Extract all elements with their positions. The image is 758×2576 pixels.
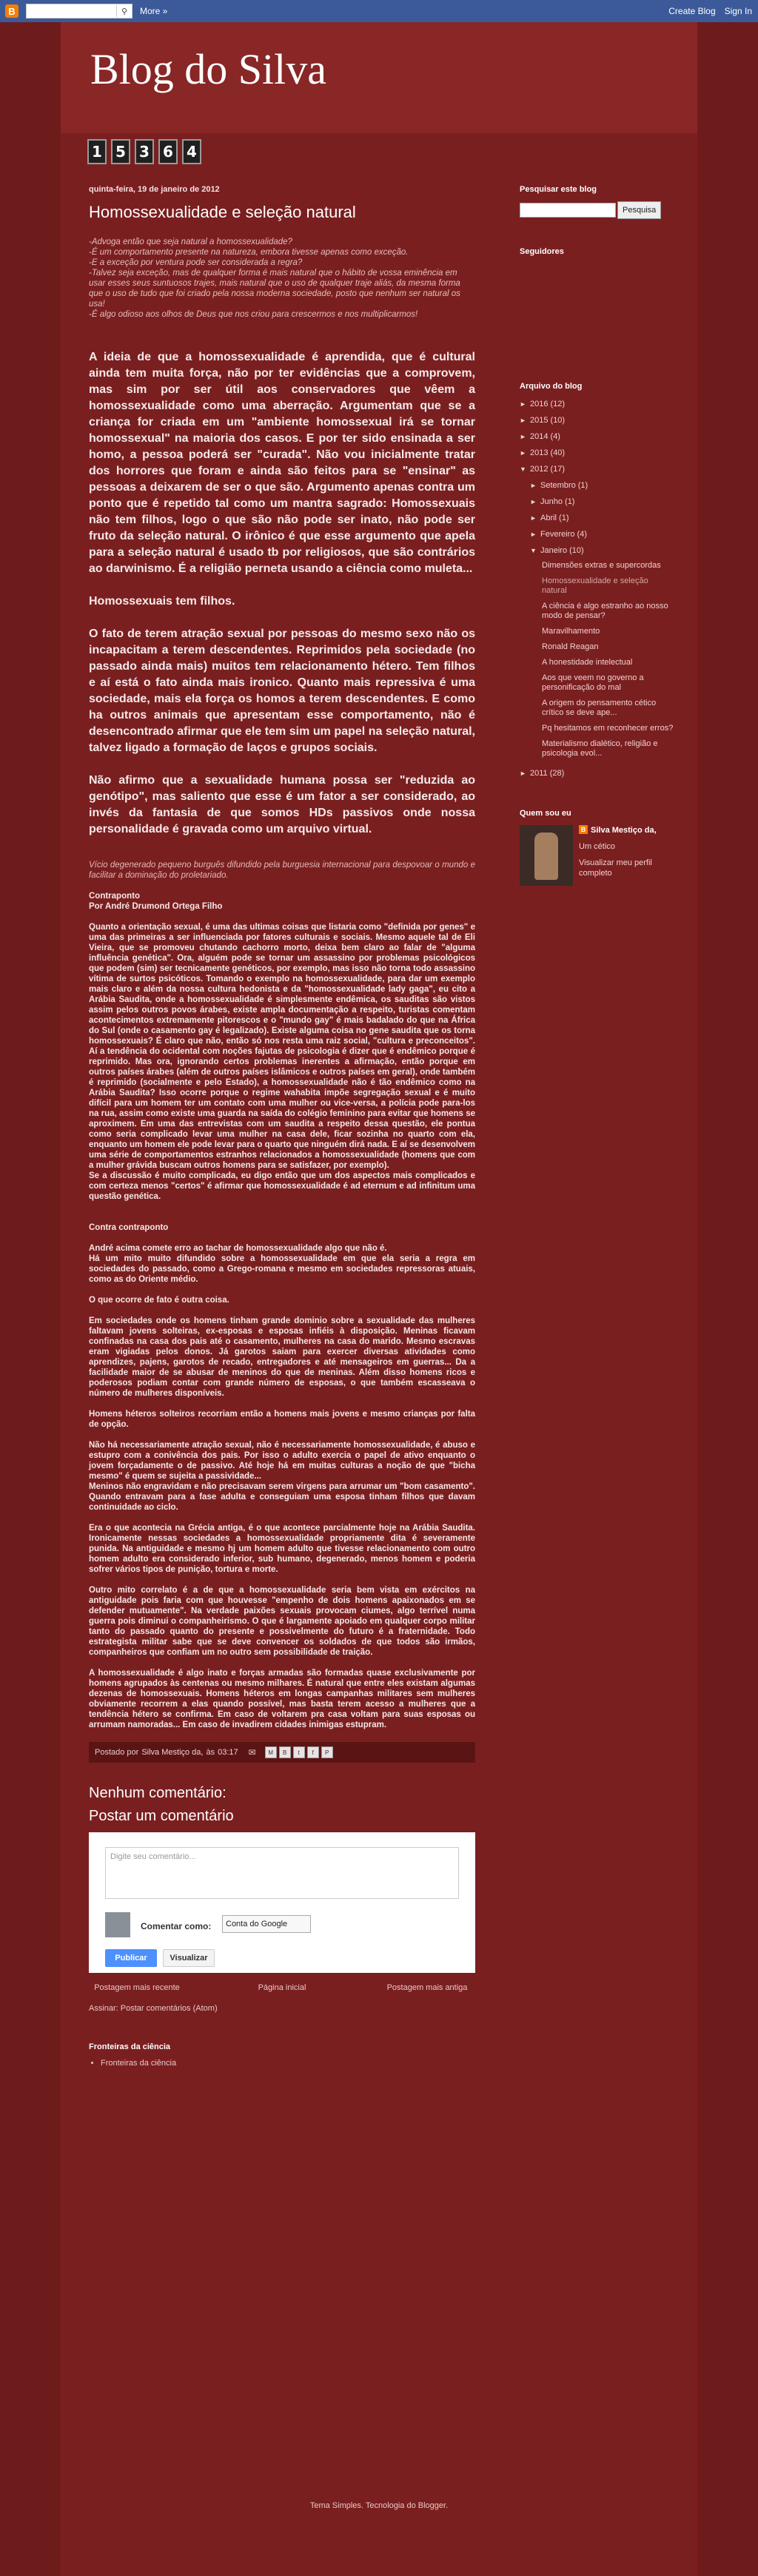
blog-pager [89,1983,475,1992]
article-paragraph: Em sociedades onde os homens tinham grande dominio sobre a sexualidade das mulheres faltavam jovens solteiras, ex-esposas e esposas infiéis à disposição. Meninas ficavam confinadas na casa dos pais até o casamento, mulheres na casa do marido. Mesmo escravas eram vigiadas pelos donos. Já garotos saiam para exercer diversas atividades como aprendizes, pajens, garotos de recado, entregadores e até mensageiros em guerras... Da a facilidade maior de se abusar de meninos do que de meninas. Além disso homens ricos e poderosos podiam contar com grande número de esposas, o que também escasseava o número de mulheres disponíveis. [89,1316,475,1398]
author-link[interactable]: Silva Mestiço da, [141,1748,204,1757]
twitter-icon[interactable]: t [293,1746,305,1758]
preview-button[interactable]: Visualizar [163,1949,215,1967]
expand-arrow-icon[interactable]: ► [530,482,537,489]
blogger-icon: B [579,825,588,834]
search-widget-title: Pesquisar este blog [520,185,597,194]
search-button[interactable]: Pesquisa [617,201,661,219]
profile-description: Um cético [579,842,615,851]
sign-in-link[interactable]: Sign In [724,6,752,16]
archive-month-label[interactable]: Fevereiro (4) [540,530,587,539]
archive-post-link[interactable]: Dimensões extras e supercordas [542,561,661,570]
post-date: quinta-feira, 19 de janeiro de 2012 [89,185,220,194]
page-wrapper [61,22,697,2576]
counter-digit: 4 [182,139,201,164]
fronteiras-title: Fronteiras da ciência [89,2042,171,2051]
account-select-value: Conta do Google [226,1920,288,1928]
post-body-large [89,349,475,838]
archive-post-link[interactable]: Materialismo dialético, religião e psicologia evol... [542,739,658,758]
blogger-logo-icon[interactable]: B [5,4,19,18]
body-paragraph: Homossexuais tem filhos. [89,595,235,608]
archive-month[interactable] [520,545,675,556]
post-footer [89,1742,475,1763]
post-intro [89,237,475,320]
expand-arrow-icon[interactable]: ► [530,514,537,522]
home-link[interactable]: Página inicial [258,1983,306,1992]
blog-archive [520,382,675,779]
intro-line: -É um comportamento presente na natureza, embora tivesse apenas como exceção. [89,248,409,257]
blog-header [61,22,697,133]
search-icon[interactable]: ⚲ [116,5,132,17]
posted-by-label: Postado por [95,1748,139,1757]
archive-year-2011[interactable] [520,767,675,779]
view-profile-link[interactable]: Visualizar meu perfil completo [579,858,652,878]
archive-post-link[interactable]: Ronald Reagan [542,642,599,651]
post-title: Homossexualidade e seleção natural [89,203,356,221]
archive-year-2013[interactable] [520,447,675,459]
intro-line: -É algo odioso aos olhos de Deus que nos criou para crescermos e nos multiplicarmos! [89,310,418,319]
archive-month[interactable] [520,528,675,540]
article-paragraph: A homossexualidade é algo inato e forças armadas são formadas quase exclusivamente por homens agrupados às centenas ou mesmo milhares. É natural que entre eles existam algumas dezenas de homossexuais. Homens héteros em longas campanhas militares sem mulheres obviamente recorrem a elas quando possível, mas basta terem acesso a mulheres que a tendência hétero se confirma. Em caso de voltarem pra casa voltam para suas esposas ou arrumam namoradas... Em caso de invadirem cidades inimigas estupram. [89,1669,475,1729]
attribution: Tema Simples. Tecnologia do Blogger. [309,2501,449,2510]
article-paragraph: Não há necessariamente atração sexual, não é necessariamente homossexualidade, é abuso e estupro com a conivência dos pais. Por isso o adulto exercia o papel de ativo enquanto o jovem forçadamente o de passivo. Até hoje há em muitas culturas a noção de que "bicha mesmo" é quem se sujeita a passividade... Meninos não engravidam e não precisavam serem virgens para arrumar um "bom casamento". Quando entravam para a fase adulta e conseguiam uma esposa tinham filhos que davam continuidade ao ciclo. [89,1441,475,1512]
share-buttons [265,1746,333,1758]
expand-arrow-icon[interactable]: ► [520,449,526,457]
archive-month-label[interactable]: Junho (1) [540,497,575,506]
archive-post-link[interactable]: A origem do pensamento cético crítico se deve ape... [542,699,657,717]
article-heading: Contra contraponto [89,1223,169,1232]
profile-widget [520,809,675,886]
publish-button[interactable]: Publicar [105,1949,157,1967]
expand-arrow-icon[interactable]: ► [520,417,526,424]
archive-post-link[interactable]: A ciência é algo estranho ao nosso modo de pensar? [542,602,668,620]
article-paragraph: O que ocorre de fato é outra coisa. [89,1296,229,1305]
counter-digit: 5 [111,139,130,164]
at-label: às [206,1748,215,1757]
search-input[interactable] [520,203,616,218]
main-column [89,185,475,2068]
profile-title: Quem sou eu [520,809,571,818]
avatar [105,1912,130,1937]
post-time-link[interactable]: 03:17 [218,1748,238,1757]
create-blog-link[interactable]: Create Blog [668,6,716,16]
archive-post-link[interactable]: Aos que veem no governo a personificação do mal [542,673,644,692]
archive-month[interactable] [520,480,675,491]
intro-line: -Advoga então que seja natural a homossexualidade? [89,238,292,246]
archive-year-2015[interactable] [520,414,675,426]
profile-name-link[interactable] [579,825,675,835]
archive-year-label[interactable]: 2016 (12) [530,400,566,408]
article-paragraph: Era o que acontecia na Grécia antiga, é o que acontece parcialmente hoje na Arábia Saudita. Ironicamente nessas sociedades a homossexualidade propriamente dita é severamente punida. Na antiguidade e mesmo hj um homem adulto que tivesse relacionamento com outro homem adulto era considerado inferior, sub humano, degenerado, menos homem e poderia sofrer vários tipos de punição, tortura e morte. [89,1524,475,1574]
no-comments-title: Nenhum comentário: [89,1785,227,1801]
navbar-more-link[interactable]: More » [140,6,168,16]
expand-arrow-icon[interactable]: ► [530,498,537,505]
archive-post-link[interactable]: Pq hesitamos em reconhecer erros? [542,724,674,733]
body-paragraph: A ideia de que a homossexualidade é aprendida, que é cultural ainda tem muita força, não por ter evidências que a comprovem, mas sim por ser útil aos conservadores que vêem a homossexualidade como uma aberração. Argumentam que se a criança for criada em um "ambiente homossexual irá se tornar homossexual" na maioria dos casos. E por ter sido ensinada a ser homo, a pessoa poderá ser "curada". Não vou inicialmente tratar dos horrores que foram e ainda são feitos para se "ensinar" as pessoas a deixarem de ser o que são. Argumento apenas contra um ponto que é repetido tal como um mantra sagrado: Homossexuais não tem filhos, logo o que são não pode ser inato, não pode ser fruto da seleção natural. O irônico é que esse argumento que apela para a seleção natural é usado tb por religiosos, que são contrários ao darwinismo. É a religião perneta usando a ciência como muleta... [89,351,475,575]
archive-year-label[interactable]: 2013 (40) [530,448,566,457]
archive-year-2014[interactable] [520,431,675,443]
blogthis-icon[interactable]: B [279,1746,291,1758]
profile-photo[interactable] [520,825,573,886]
archive-post-link[interactable]: Maravilhamento [542,627,600,636]
archive-post-current: Homossexualidade e seleção natural [542,576,648,595]
sidebar [520,185,675,886]
expand-arrow-icon[interactable]: ► [520,400,526,408]
intro-line: -Talvez seja exceção, mas de qualquer forma é mais natural que o hábito de vossa eminência em usar esses seus suntuosos trajes, mais natural que o uso de qualquer traje aliás, da mesma forma que o uso de tudo que foi criado pela nossa moderna sociedade, posto que nenhum ser natural os usa! [89,269,460,309]
archive-year-label[interactable]: 2015 (10) [530,416,566,425]
expand-arrow-icon[interactable]: ► [520,433,526,440]
counter-digit: 1 [87,139,107,164]
article-paragraph: Outro mito correlato é a de que a homossexualidade seria bem vista em exércitos na antiguidade pois faria com que houvesse "empenho de dois homens apaixonados em se defender mutuamente". Na verdade paixões sexuais provocam ciumes, algo terrível numa guerra pois diminui o companheirismo. O que é largamente apoiado em qualquer corpo militar tanto do passado quanto do presente e possivelmente do futuro é a fraternidade. Todo estrategista militar sabe que se deve convencer os soldados de que todos são irmãos, companheiros que confiam um no outro sem possibilidade de traição. [89,1586,475,1657]
comment-form [89,1832,475,1973]
comment-textarea[interactable]: Digite seu comentário... [105,1847,459,1899]
blog-title[interactable]: Blog do Silva [90,45,327,93]
post-article [89,891,475,1730]
article-heading: Contraponto Por André Drumond Ortega Filho [89,892,223,911]
body-paragraph: O fato de terem atração sexual por pessoas do mesmo sexo não os incapacitam a terem descendentes. Reprimidos pela sociedade (no passado ainda mais) muitos tem relacionamento hétero. Tem filhos e aí está o fato ainda mais ironico. Quanto mais repressiva é uma sociedade, mais ela força os homos a terem descendentes. E como ha outros animais que apresentam esse comportamento, não é desencontrado afirmar que ele tem sim um papel na seleção natural, talvez ligado a formação de laços e grupos sociais. [89,628,475,754]
post-quote: Vício degenerado pequeno burguês difundido pela burguesia internacional para despovoar o mundo e facilitar a dominação do proletariado. [89,861,475,880]
expand-arrow-icon[interactable]: ► [520,770,526,777]
archive-year-2012[interactable] [520,463,675,475]
profile-figure [534,833,558,880]
archive-year-label[interactable]: 2014 (4) [530,432,560,441]
archive-title: Arquivo do blog [520,382,583,391]
body-paragraph: Não afirmo que a sexualidade humana possa ser "reduzida ao genótipo", mas saliento que esse é um fator a ser considerado, ao invés da fantasia de que somos HDs passivos onde nossa personalidade é gravada como um arquivo virtual. [89,774,475,835]
archive-post-link[interactable]: A honestidade intelectual [542,658,633,667]
older-post-link[interactable]: Postagem mais antiga [386,1983,468,1992]
search-widget [520,201,675,219]
subscribe-link[interactable]: Assinar: Postar comentários (Atom) [89,2004,218,2013]
fronteiras-list [101,2059,475,2068]
archive-month-label[interactable]: Abril (1) [540,514,569,522]
archive-year-2016[interactable] [520,398,675,410]
counter-digit: 3 [135,139,154,164]
fronteiras-link[interactable]: • Fronteiras da ciência [101,2059,475,2068]
collapse-arrow-icon[interactable]: ▼ [530,547,537,554]
comment-as-label: Comentar como: [141,1921,212,1931]
visitor-counter [87,139,201,164]
article-paragraph: Homens héteros solteiros recorriam então a homens mais jovens e mesmo crianças por falta de opção. [89,1410,475,1429]
navbar-search-input[interactable] [26,4,133,19]
intro-line: -E a exceção por ventura pode ser considerada a regra? [89,258,303,267]
email-post-icon[interactable]: ✉ [248,1747,256,1758]
collapse-arrow-icon[interactable]: ▼ [520,465,526,473]
blogger-navbar [0,0,758,22]
archive-year-label[interactable]: 2011 (28) [530,769,565,778]
newer-post-link[interactable]: Postagem mais recente [94,1983,180,1992]
profile-name[interactable]: Silva Mestiço da, [591,826,657,835]
archive-month-label[interactable]: Janeiro (10) [540,546,584,555]
archive-month[interactable] [520,512,675,524]
post-comment-title: Postar um comentário [89,1808,234,1824]
archive-month[interactable] [520,496,675,508]
archive-month-label[interactable]: Setembro (1) [540,481,588,490]
pinterest-icon[interactable]: P [321,1746,333,1758]
archive-year-label[interactable]: 2012 (17) [530,465,566,474]
email-share-icon[interactable]: M [265,1746,277,1758]
article-paragraph: André acima comete erro ao tachar de homossexualidade algo que não é. Há um mito muito difundido sobre a homossexualidade em que ela seria a regra em sociedades do passado, como a Grego-romana e mesmo em sociedades repressoras atuais, como as do Oriente médio. [89,1244,475,1284]
followers-title: Seguidores [520,247,564,256]
article-paragraph: Quanto a orientação sexual, é uma das ultimas coisas que listaria como "definida por genes" e uma das primeiras a ser influenciada por fatores culturais e sociais. Mesmo aquele tal de Eli Vieira, que se promoveu chutando cachorro morto, deixa bem claro ao falar de "alguma influência genética". Ora, alguém pode se tornar um assassino por problemas psicológicos que podem (sim) ser tecnicamente genéticos, por exemplo, mas isso não torna todo assassino vítima de surtos psicóticos. Tomando o exemplo na homossexualidade, para dar um exemplo mais claro e além da nossa cultura hedonista e da "homossexualidade lady gaga", eu cito a Arábia Saudita, onde a homossexualidade é simplesmente endêmica, os sauditas são vistos assim pelos outros povos árabes, existe ampla documentação a respeito, turistas comentam acontecimentos extremamente pitorescos e o "mundo gay" é mais badalado do que na África do Sul (onde o casamento gay é legalizado). Existe alguma coisa no gene saudita que os torna homossexuais? É claro que não, então só nos resta uma raiz social, "cultura e preconceitos". Aí a tendência do ocidental com noções fajutas de psicologia é dizer que é endêmico porque é reprimido. Mas ora, ignorando certos problemas inerentes a afirmação, então porque em outros países árabes (além de outros países islâmicos e outros países em geral), onde também é reprimido (socialmente e pelo Estado), a homossexualidade não é tão endêmico como na Arábia Saudita? Isso ocorre porque o regime wahabita impõe segregação sexual e é muito difícil para um homem ter um contato com uma mulher ou vice-versa, a polícia pode para-los na rua, assim como existe uma guarda na saída do colégio feminino para evitar que homens se aproximem. Em uma das entrevistas com um saudita a respeito dessa questão, ele pontua como seria complicado levar uma mulher na casa dele, ficar sozinha no quarto com ela, enquanto um homem ele pode levar para o quarto que ninguém dirá nada. E aí se desenvolvem uma série de comportamentos estranhos relacionados a homossexualidade (homens que com a mulher grávida buscam outros homens para se satisfazer, por exemplo). Se a discussão é muito complicada, eu digo então que um dos aspectos mais complicados e com certeza menos "certos" é afirmar que homossexualidade é ad eternum e ad infinitum uma questão genética. [89,923,475,1201]
counter-digit: 6 [158,139,178,164]
expand-arrow-icon[interactable]: ► [530,531,537,538]
comment-account-select[interactable] [222,1915,311,1933]
facebook-icon[interactable]: f [307,1746,319,1758]
